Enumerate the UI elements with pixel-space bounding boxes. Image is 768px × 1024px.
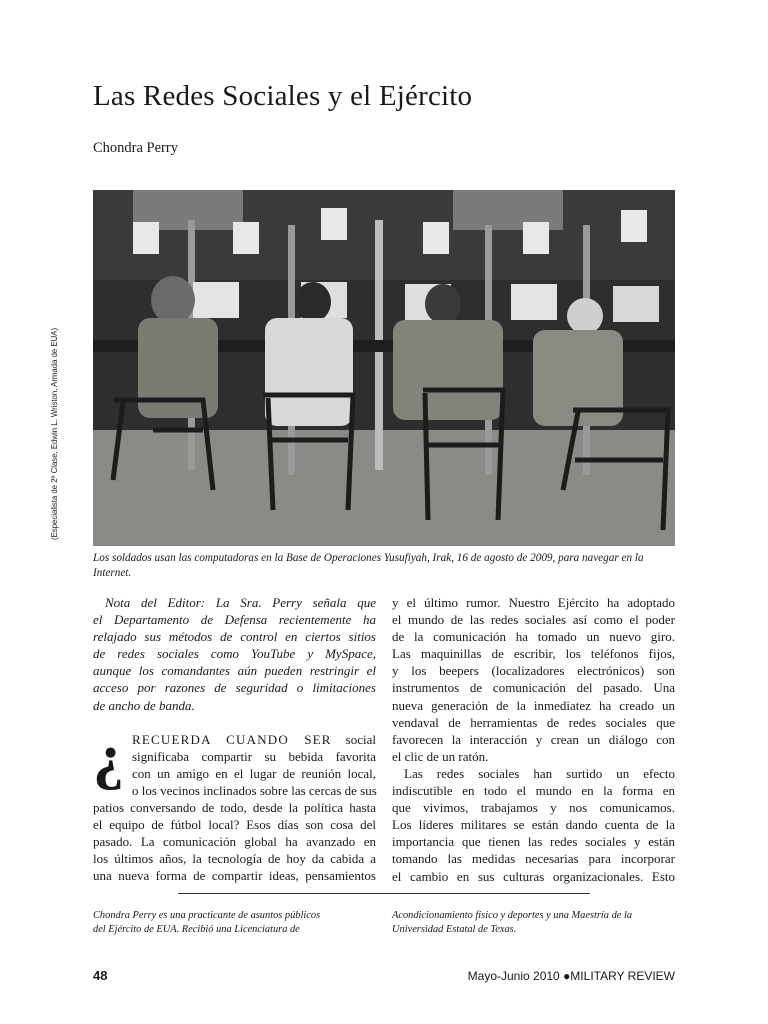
- body-line: instrumentos de comunicación del pasado. Una: [392, 680, 675, 696]
- body-line: Las maquinillas de escribir, los teléfonos fijos,: [392, 646, 675, 662]
- body-line: nueva generación de la inmediatez ha creado un: [392, 697, 675, 713]
- journal-footer: Mayo-Junio 2010 ●MILITARY REVIEW: [467, 969, 675, 983]
- body-line: el mundo de las redes sociales así como el poder: [392, 612, 675, 628]
- editor-note-line: el Departamento de Defensa recientemente ha: [93, 612, 376, 628]
- editor-note: [93, 594, 376, 611]
- editor-note-line: de redes sociales como YouTube y MySpace,: [93, 646, 376, 662]
- article-author: Chondra Perry: [93, 140, 178, 156]
- author-bio-right: [392, 909, 682, 936]
- page-number: 48: [93, 968, 108, 983]
- body-line: que vivimos, trabajamos y nos comunicamos.: [392, 800, 675, 816]
- lead-in-rest: social: [331, 731, 376, 747]
- bio-line: del Ejército de EUA. Recibió una Licenciatura de: [93, 923, 300, 935]
- body-line: pasado. La comunicación global ha avanzado en: [93, 834, 376, 850]
- lead-in-caps: RECUERDA CUANDO SER: [132, 731, 332, 747]
- photo-caption: Los soldados usan las computadoras en la Base de Operaciones Yusufiyah, Irak, 16 de agosto de 2009, para navegar en la Internet.: [93, 552, 644, 579]
- body-line: significaba compartir su bebida favorita: [132, 748, 376, 764]
- right-column: [392, 594, 675, 885]
- author-bio-left: [93, 909, 383, 936]
- photo-credit: (Especialista de 2ª Clase, Edwin L. Wriston, Armada de EUA): [50, 327, 59, 540]
- editor-note-line: acceso por razones de seguridad o limitaciones: [93, 680, 376, 696]
- body-line: una nueva forma de compartir ideas, pensamientos: [93, 868, 376, 884]
- body-line: el clic de un ratón.: [392, 748, 489, 764]
- editor-note-line: relajado sus métodos de control en ciertos sitios: [93, 629, 376, 645]
- body-line: o los vecinos inclinados sobre las cercas de sus: [132, 782, 377, 798]
- editor-note-line: aunque los comandantes aún pueden restringir el: [93, 663, 376, 679]
- body-line: Los líderes militares se están dando cuenta de la: [392, 817, 675, 833]
- body-line: vendaval de herramientas de redes sociales que: [392, 714, 675, 730]
- body-line: Las redes sociales han surtido un efecto: [404, 765, 675, 781]
- article-photo: [93, 190, 675, 546]
- body-line: patios conversando de todo, desde la política hasta: [93, 800, 376, 816]
- bio-line: Acondicionamiento físico y deportes y una Maestría de la: [392, 910, 633, 921]
- bio-line: Chondra Perry es una practicante de asuntos públicos: [93, 910, 321, 921]
- bio-line: Universidad Estatal de Texas.: [392, 923, 517, 935]
- left-column: [93, 594, 376, 885]
- body-line: con un amigo en el lugar de reunión local,: [132, 765, 376, 781]
- drop-cap: ¿: [93, 722, 124, 791]
- body-line: importancia que tienen las redes sociales y están: [392, 834, 675, 850]
- body-line: y los beepers (localizadores electrónicos) son: [392, 663, 675, 679]
- editor-note-body: [93, 611, 376, 714]
- body-line: favorecen la interacción y crean un diálogo con: [392, 731, 675, 747]
- body-line: y el último rumor. Nuestro Ejército ha adoptado: [392, 595, 675, 610]
- article-title: Las Redes Sociales y el Ejército: [93, 80, 473, 112]
- editor-note-line: Nota del Editor: La Sra. Perry señala que: [105, 595, 376, 610]
- body-line: los últimos años, la tecnología de hoy da cabida a: [93, 851, 376, 867]
- body-line: el equipo de fútbol local? Esos días son cosa del: [93, 817, 376, 833]
- body-line: de la comunicación ha tomado un nuevo giro.: [392, 629, 675, 645]
- footnote-divider: [178, 893, 590, 894]
- body-line: el cambio en sus culturas organizacionales. Esto: [392, 868, 675, 884]
- article-body-start: [93, 722, 377, 885]
- body-line: tomando las medidas necesarias para incorporar: [392, 851, 675, 867]
- body-line: indiscutible en todo el mundo en la forma en: [392, 783, 675, 799]
- editor-note-line: de ancho de banda.: [93, 697, 195, 713]
